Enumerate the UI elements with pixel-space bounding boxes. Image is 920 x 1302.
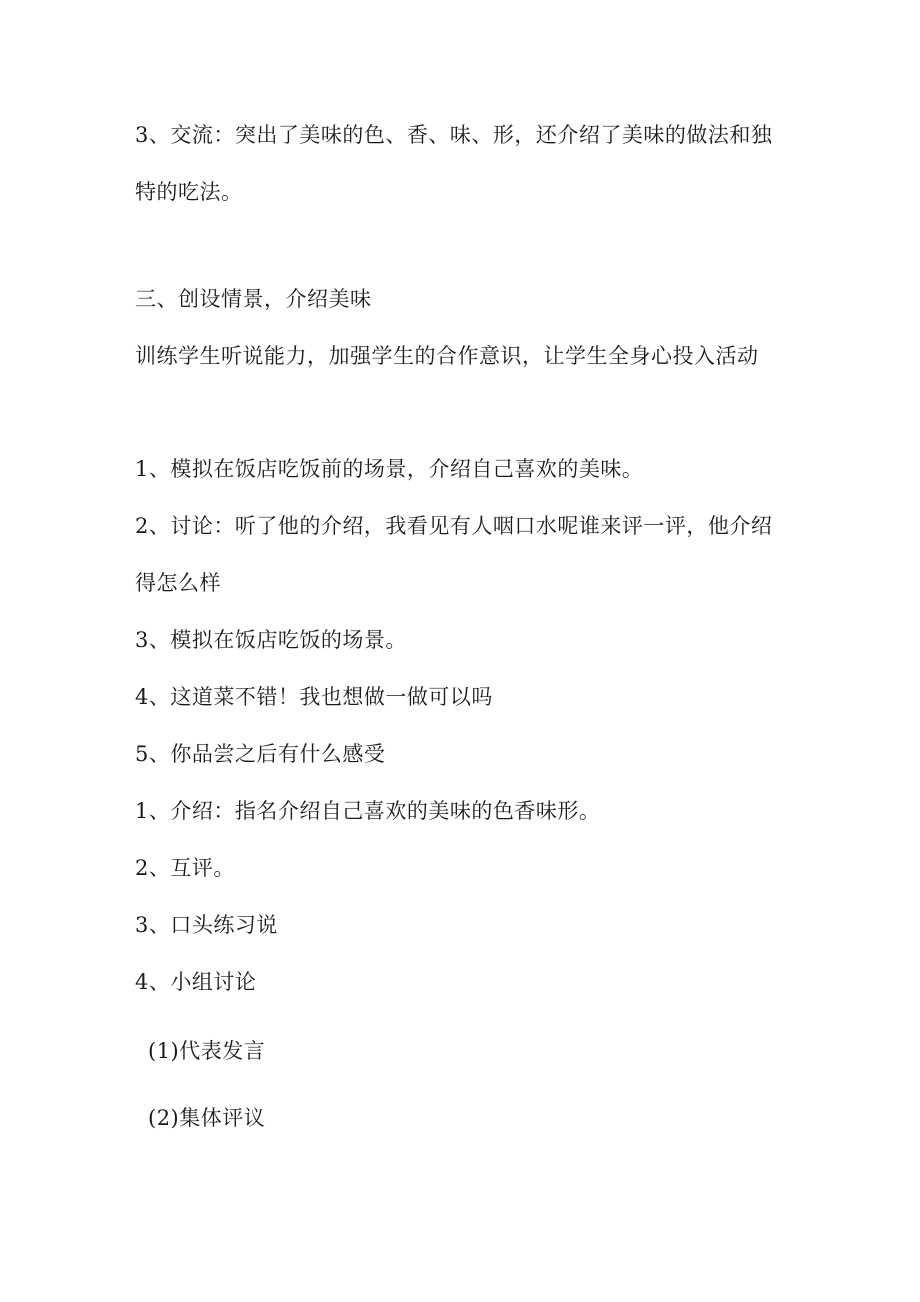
sub-list-item: (2)集体评议: [148, 1106, 266, 1130]
section-heading: 三、创设情景，介绍美味: [135, 287, 372, 311]
list-item: 4、小组讨论: [135, 970, 257, 994]
list-item: 4、这道菜不错！我也想做一做可以吗: [135, 685, 493, 709]
text-line: 特的吃法。: [135, 180, 243, 204]
text-line: 3、交流：突出了美味的色、香、味、形，还介绍了美味的做法和独: [135, 123, 773, 147]
list-item: 3、模拟在饭店吃饭的场景。: [135, 628, 407, 652]
list-item: 5、你品尝之后有什么感受: [135, 742, 386, 766]
list-item: 1、模拟在饭店吃饭前的场景，介绍自己喜欢的美味。: [135, 457, 644, 481]
list-item: 2、互评。: [135, 856, 235, 880]
list-item: 3、口头练习说: [135, 913, 278, 937]
text-line: 得怎么样: [135, 571, 221, 595]
list-item: 1、介绍：指名介绍自己喜欢的美味的色香味形。: [135, 799, 601, 823]
text-line: 训练学生听说能力，加强学生的合作意识，让学生全身心投入活动: [135, 344, 759, 368]
sub-list-item: (1)代表发言: [148, 1039, 266, 1063]
list-item: 2、讨论：听了他的介绍，我看见有人咽口水呢谁来评一评，他介绍: [135, 514, 773, 538]
